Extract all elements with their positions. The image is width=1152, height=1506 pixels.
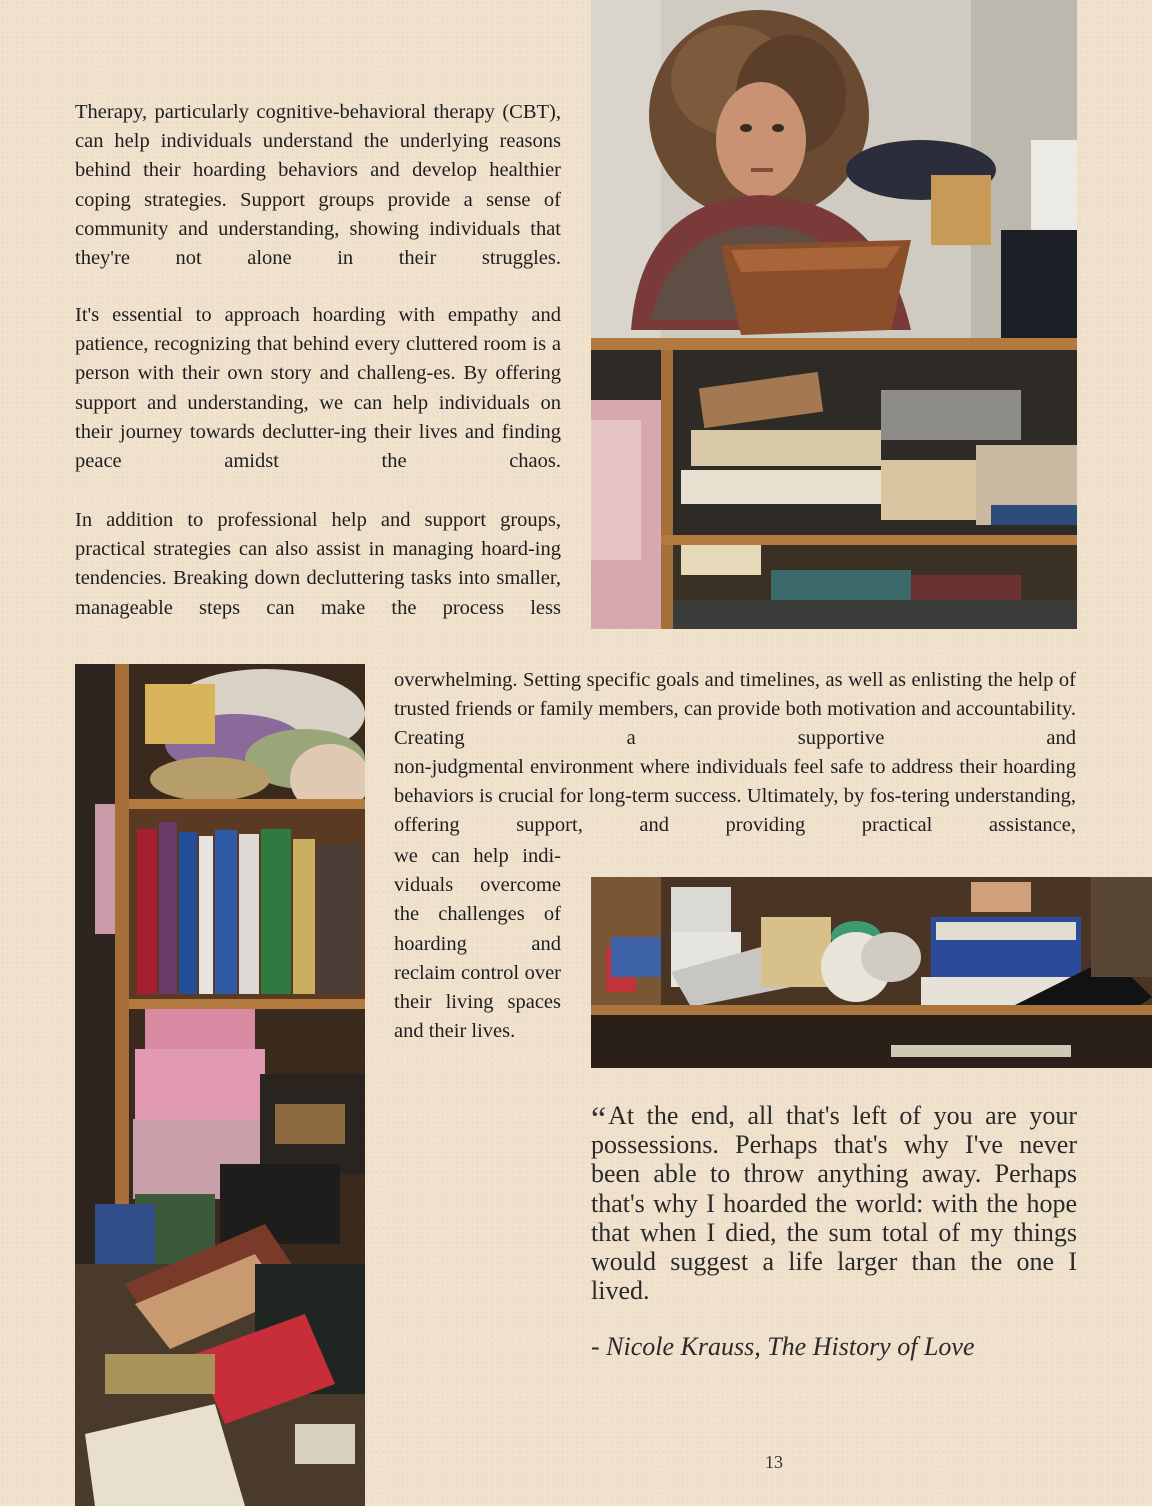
doll-shelves-photo xyxy=(591,0,1077,629)
paragraph-continued-b: non-judgmental environment where individuals feel safe to address their hoarding behaviors is crucial for long-term success. Ultimately, by fos-tering understanding, offering support, and providing practical assistance, xyxy=(394,756,1076,837)
paragraph-continued-a: overwhelming. Setting specific goals and timelines, as well as enlisting the help of trusted friends or family members, can provide both motivation and accountability. Creating a supportive and xyxy=(394,669,1076,750)
doll-shelves-illustration xyxy=(591,0,1077,629)
paragraph-therapy: Therapy, particularly cognitive-behavioral therapy (CBT), can help individuals understand the underlying reasons behind their hoarding behaviors and develop healthier coping strategies. Support groups provide a sense of community and understanding, showing individuals that they're not alone in their struggles. xyxy=(75,101,561,270)
paragraph-continued-c: we can help indi-viduals overcome the challenges of hoarding and reclaim control over their living spaces and their lives. xyxy=(394,845,561,1043)
pull-quote xyxy=(591,1101,1077,1305)
paragraph-empathy: It's essential to approach hoarding with empathy and patience, recognizing that behind every cluttered room is a person with their own story and challeng-es. By offering support and understanding, we can help individuals on their journey towards declutter-ing their lives and finding peace amidst the chaos. xyxy=(75,304,561,473)
cluttered-shelf-photo xyxy=(591,877,1152,1068)
quote-mark-icon: “ xyxy=(591,1101,607,1138)
bookshelf-illustration xyxy=(75,664,365,1506)
cluttered-shelf-illustration xyxy=(591,877,1152,1068)
page-number: 13 xyxy=(765,1452,783,1472)
paragraph-strategies: In addition to professional help and support groups, practical strategies can also assist in managing hoard-ing tendencies. Breaking down decluttering tasks into smaller, manageable steps can make the process less xyxy=(75,509,561,619)
bookshelf-photo xyxy=(75,664,365,1506)
quote-text: At the end, all that's left of you are your possessions. Perhaps that's why I've never been able to throw anything away. Perhaps that's why I hoarded the world: with the hope that when I died, the sum total of my things would suggest a life larger than the one I lived. xyxy=(591,1101,1077,1306)
quote-attribution: - Nicole Krauss, The History of Love xyxy=(591,1332,975,1361)
